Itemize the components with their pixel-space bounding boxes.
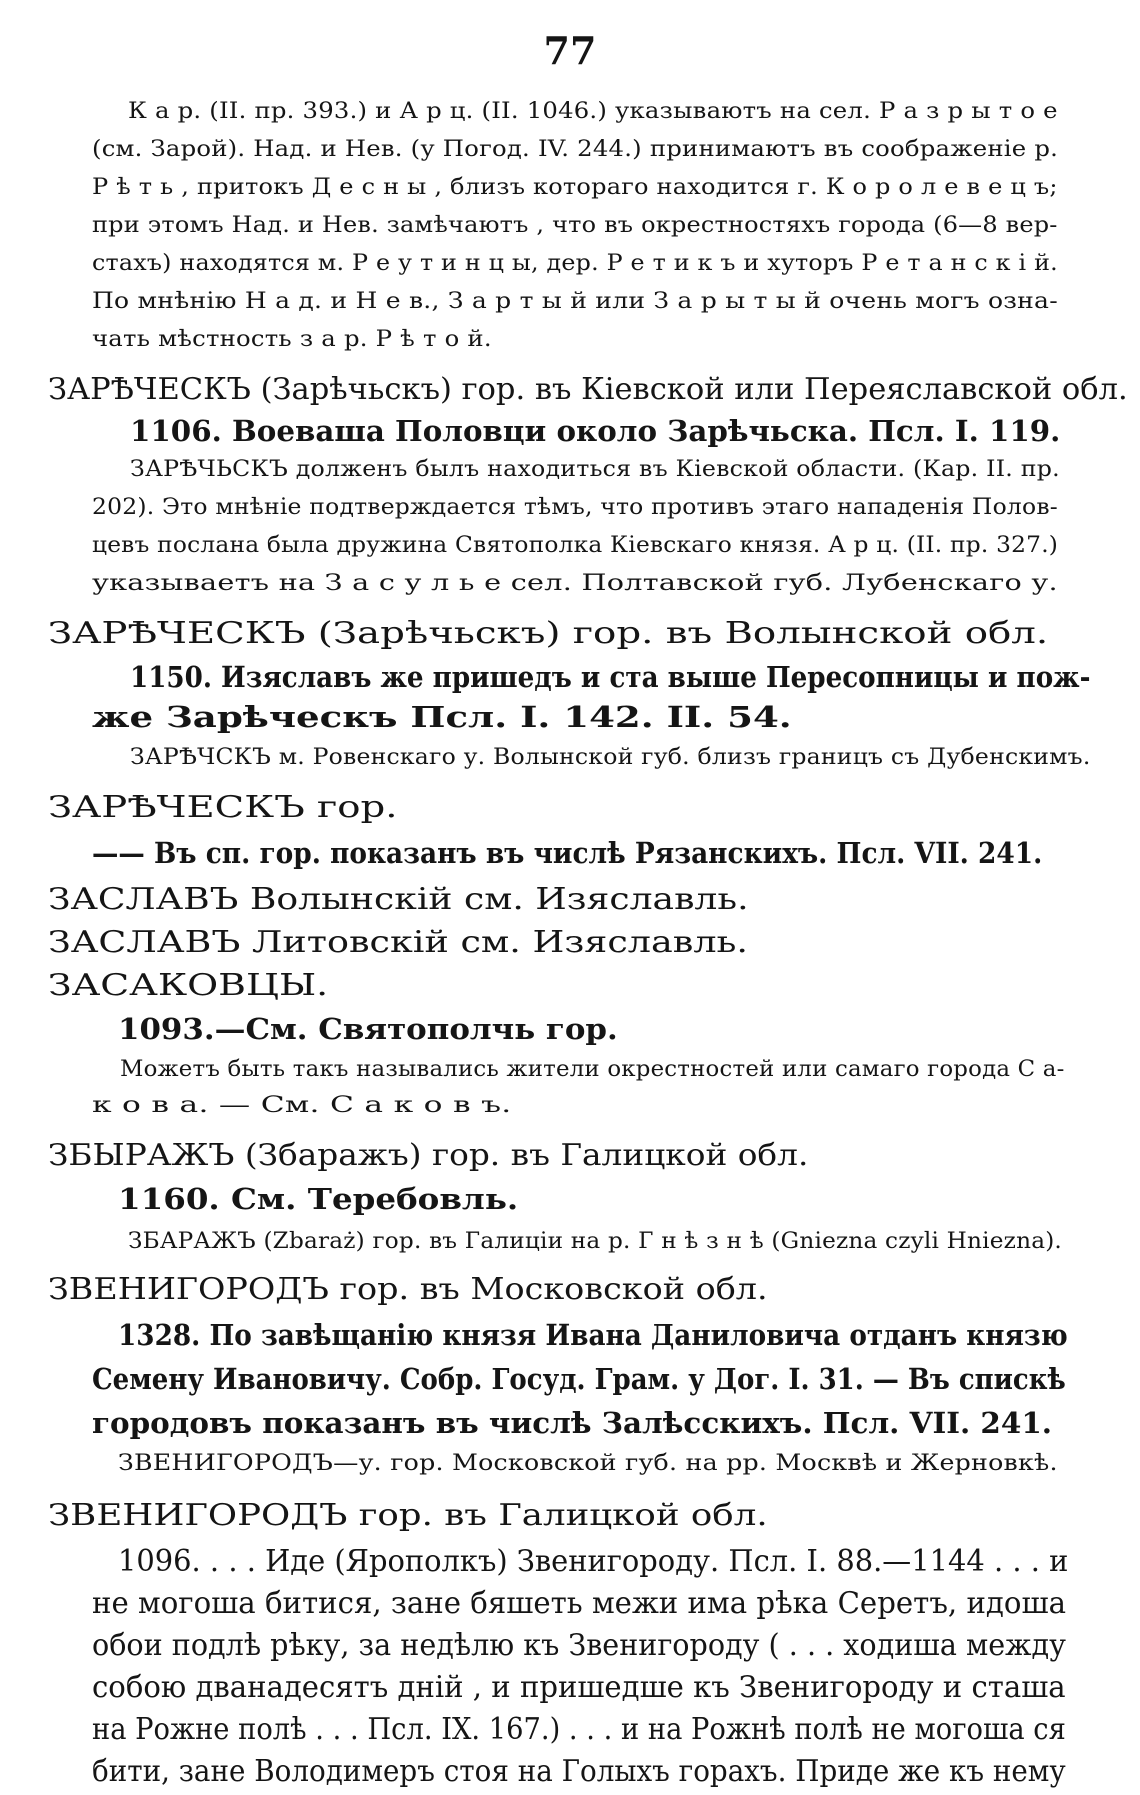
entry-line: 1106. Воеваша Половци около Зарѣчьска. Псл. I. 119.: [130, 414, 1061, 448]
entry-line: 1150. Изяславъ же пришедъ и ста выше Пересопницы и пож-: [130, 660, 1091, 694]
entry-line: 1328. По завѣщанію князя Ивана Даниловича отданъ князю: [118, 1318, 1068, 1352]
entry-line: 1160. См. Теребовль.: [118, 1182, 519, 1216]
note-line: 202). Это мнѣніе подтверждается тѣмъ, что противъ этаго нападенія Полов-: [92, 494, 1058, 520]
entry-line: городовъ показанъ въ числѣ Залѣсскихъ. Псл. VII. 241.: [92, 1406, 1053, 1440]
head-line: ЗАСЛАВЪ Литовскій см. Изяславль.: [48, 925, 749, 960]
head-line: ЗАРѢЧЕСКЪ гор.: [48, 790, 398, 825]
note-line: стахъ) находятся м. Р е у т и н ц ы, дер. Р е т и к ъ и хуторъ Р е т а н с к і й.: [92, 250, 1058, 276]
big-line: на Рожне полѣ . . . Псл. IX. 167.) . . . и на Рожнѣ полѣ не могоша ся: [92, 1712, 1066, 1747]
note-line: (см. Зарой). Над. и Нев. (у Погод. IV. 244.) принимаютъ въ соображеніе р.: [92, 136, 1059, 162]
note-line: к о в а. — См. С а к о в ъ.: [92, 1092, 512, 1118]
note-line: ЗАРѢЧЬСКЪ долженъ былъ находиться въ Кіевской области. (Кар. II. пр.: [130, 456, 1060, 482]
note-line: Можетъ быть такъ назывались жители окрестностей или самаго города С а-: [120, 1056, 1065, 1082]
head-line: ЗВЕНИГОРОДЪ гор. въ Московской обл.: [48, 1272, 768, 1307]
note-line: К а р. (II. пр. 393.) и А р ц. (II. 1046.) указываютъ на сел. Р а з р ы т о е: [128, 98, 1058, 124]
note-line: Р ѣ т ь , притокъ Д е с н ы , близъ котораго находится г. К о р о л е в е ц ъ;: [92, 174, 1058, 200]
head-line: ЗАСЛАВЪ Волынскій см. Изяславль.: [48, 882, 749, 917]
entry-line: 1093.—См. Святополчь гор.: [118, 1012, 618, 1046]
head-line: ЗБЫРАЖЪ (Збаражъ) гор. въ Галицкой обл.: [48, 1138, 809, 1173]
note-line: ЗВЕНИГОРОДЪ—у. гор. Московской губ. на рр. Москвѣ и Жерновкѣ.: [118, 1450, 1058, 1476]
note-line: По мнѣнію Н а д. и Н е в., З а р т ы й или З а р ы т ы й очень могъ озна-: [92, 288, 1058, 314]
big-line: 1096. . . . Иде (Ярополкъ) Звенигороду. Псл. I. 88.—1144 . . . и: [118, 1544, 1069, 1579]
note-line: чать мѣстность з а р. Р ѣ т о й.: [92, 326, 492, 352]
head-line: ЗАРѢЧЕСКЪ (Зарѣчьскъ) гор. въ Кіевской или Переяславской обл.: [48, 372, 1128, 407]
page-number: 77: [543, 28, 597, 73]
big-line: собою дванадесятъ днiй , и пришедше къ Звенигороду и сташа: [92, 1670, 1066, 1705]
big-line: бити, зане Володимеръ стоя на Голыхъ горахъ. Приде же къ нему: [92, 1754, 1066, 1789]
entry-line: же Зарѣческъ Псл. I. 142. II. 54.: [92, 700, 792, 734]
big-line: обои подлѣ рѣку, за недѣлю къ Звенигороду ( . . . ходиша между: [92, 1628, 1066, 1663]
head-line: ЗАСАКОВЦЫ.: [48, 968, 329, 1003]
note-line: указываетъ на З а с у л ь е сел. Полтавской губ. Лубенскаго у.: [92, 570, 1058, 596]
big-line: не могоша битися, зане бяшеть межи има рѣка Серетъ, идоша: [92, 1586, 1066, 1621]
note-line: ЗБАРАЖЪ (Zbaraż) гор. въ Галиціи на р. Г н ѣ з н ѣ (Gniezna czyli Hniezna).: [128, 1228, 1063, 1254]
head-line: ЗВЕНИГОРОДЪ гор. въ Галицкой обл.: [48, 1498, 768, 1533]
entry-line: —— Въ сп. гор. показанъ въ числѣ Рязанскихъ. Псл. VII. 241.: [92, 836, 1043, 870]
note-line: цевъ послана была дружина Святополка Кіевскаго князя. А р ц. (II. пр. 327.): [92, 532, 1059, 558]
entry-line: Семену Ивановичу. Собр. Госуд. Грам. у Дог. I. 31. — Въ спискѣ: [92, 1362, 1066, 1396]
note-line: при этомъ Над. и Нев. замѣчаютъ , что въ окрестностяхъ города (6—8 вер-: [92, 212, 1058, 238]
head-line: ЗАРѢЧЕСКЪ (Зарѣчьскъ) гор. въ Волынской обл.: [48, 616, 1049, 651]
note-line: ЗАРѢЧСКЪ м. Ровенскаго у. Волынской губ. близъ границъ съ Дубенскимъ.: [130, 744, 1091, 770]
